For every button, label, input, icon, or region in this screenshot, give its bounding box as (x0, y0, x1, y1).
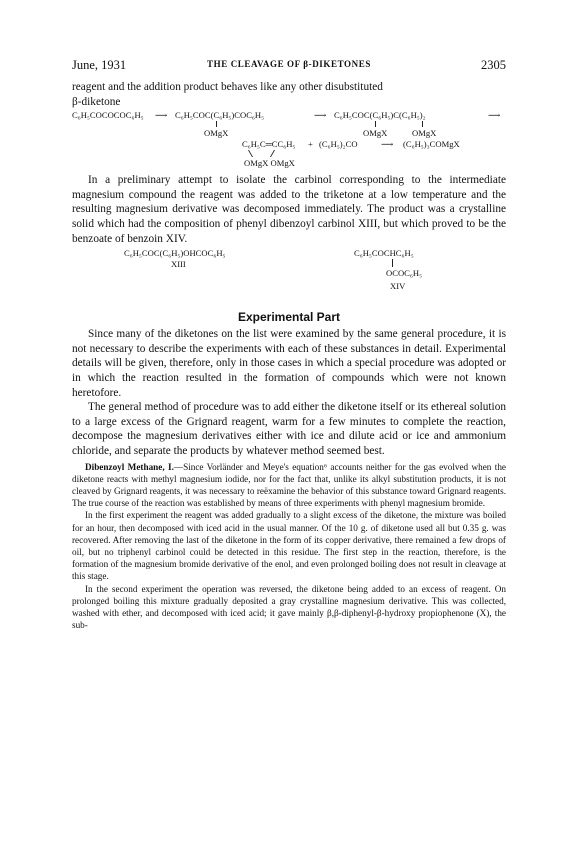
scheme-intermediate-1: C₆H₅COC(C₆H₅)COC₆H₅ (175, 110, 265, 121)
scheme-plus: + (308, 139, 313, 150)
running-header (72, 58, 506, 76)
small-paragraph-1-text: —Since Vorländer and Meye's equation⁶ accounts neither for the gas evolved when the diketone reacts with methyl magnesium iodide, nor for the fact that, unlike its alkyl substitution products, it is not cleaved by Grignard reagents, it was necessary to reëxamine the behavior of this substance toward Grignard reagents. The true course of the reaction was established by means of three experiments with phenyl magnesium bromide. (72, 461, 506, 509)
intro-line-2: β-diketone (72, 95, 121, 108)
header-page-number: 2305 (481, 58, 506, 72)
scheme-arrow-2: ⟶ (314, 110, 327, 121)
label-xiii: XIII (171, 259, 186, 270)
scheme-trityl-product: (C₆H₅)₃COMgX (403, 139, 460, 150)
paragraph-2-text: Since many of the diketones on the list were examined by the same general procedure, it is not necessary to describe the experiments with each of these substances in detail. Experimental details will be given, therefore, only in those cases in which a special procedure was adopted or in which the reaction resulted in the formation of compounds which were not known heretofore. (72, 328, 506, 399)
scheme-bond-2 (375, 121, 376, 127)
scheme-intermediate-2: C₆H₅COC(C₆H₅)C(C₆H₅)₂ (334, 110, 426, 121)
scheme-bond-4 (248, 150, 260, 157)
scheme-omgx-2: OMgX (363, 128, 388, 139)
small-paragraph-3: In the second experiment the operation was reversed, the diketone being added to an excess of reagent. On prolonged boiling this mixture gradually deposited a gray crystalline magnesium derivative. This was collected, washed with ether, and decomposed with iced acid; it gave mainly β,β-diphenyl-β-hydroxy propiophenone (X), the sub- (72, 583, 506, 631)
scheme-omgx-pair: OMgX OMgX (244, 158, 295, 169)
scheme-arrow-4: ⟶ (381, 139, 394, 150)
intro-text (72, 80, 506, 109)
small-paragraph-1 (72, 461, 506, 510)
paragraph-3 (72, 400, 506, 458)
small-paragraph-2: In the first experiment the reagent was added gradually to a slight excess of the diketone, the mixture was boiled for an hour, then decomposed with iced acid in the usual manner. Of the 10 g. of diketone used all but 0.35 g. was recovered. After removing the last of the diketone in the form of its copper derivative, there remained a few drops of oil, but no triphenyl carbinol could be detected in this residue. The first step in the reaction, therefore, is the formation of the magnesium bromide derivative of the enol, and even prolonged boiling does not result in cleavage at this stage. (72, 510, 506, 582)
paragraph-3-text: The general method of procedure was to add either the diketone itself or its ethereal solution to a large excess of the Grignard reagent, warm for a few minutes to complete the reaction, decompose the magnesium derivatives either with ice and dilute acid or ice and ammonium chloride, and separate the products by whatever method seemed best. (72, 401, 506, 457)
formula-xiv: C₆H₅COCHC₆H₅ (354, 248, 414, 259)
small-print (72, 461, 506, 632)
scheme-omgx-1: OMgX (204, 128, 229, 139)
header-date: June, 1931 (72, 58, 127, 72)
formula-xiv-bond (392, 259, 393, 267)
label-xiv: XIV (390, 281, 406, 292)
journal-page (72, 58, 506, 631)
scheme-omgx-3: OMgX (412, 128, 437, 139)
header-title: THE CLEAVAGE OF β-DIKETONES (207, 59, 371, 69)
paragraph-2 (72, 327, 506, 400)
scheme-enolate: C₆H₅C═CC₆H₅ (242, 139, 296, 150)
scheme-bond-5 (270, 150, 282, 157)
reaction-scheme (72, 110, 506, 169)
scheme-triketone: C₆H₅COCOCOC₆H₅ (72, 110, 144, 121)
compound-heading: Dibenzoyl Methane, I. (85, 461, 174, 472)
intro-line-1: reagent and the addition product behaves like any other disubstituted (72, 81, 383, 93)
formula-xiv-substituent: OCOC₆H₅ (386, 268, 423, 279)
paragraph-1-text: In a preliminary attempt to isolate the carbinol corresponding to the intermediate magnesium compound the reagent was added to the triketone at a low temperature and the resulting magnesium derivative was decomposed immediately. The product was a crystalline solid which had the composition of phenyl dibenzoyl carbinol XIII, but which proved to be the benzoate of benzoin XIV. (72, 174, 506, 245)
scheme-benzophenone: (C₆H₅)₂CO (319, 139, 358, 150)
formulas-xiii-xiv (72, 248, 506, 306)
scheme-arrow-3: ⟶ (488, 110, 501, 121)
scheme-bond-1 (216, 121, 217, 127)
scheme-bond-3 (422, 121, 423, 127)
paragraph-1 (72, 173, 506, 246)
section-title: Experimental Part (237, 310, 341, 325)
scheme-arrow-1: ⟶ (155, 110, 168, 121)
formula-xiii: C₆H₅COC(C₆H₅)OHCOC₆H₅ (124, 248, 226, 259)
